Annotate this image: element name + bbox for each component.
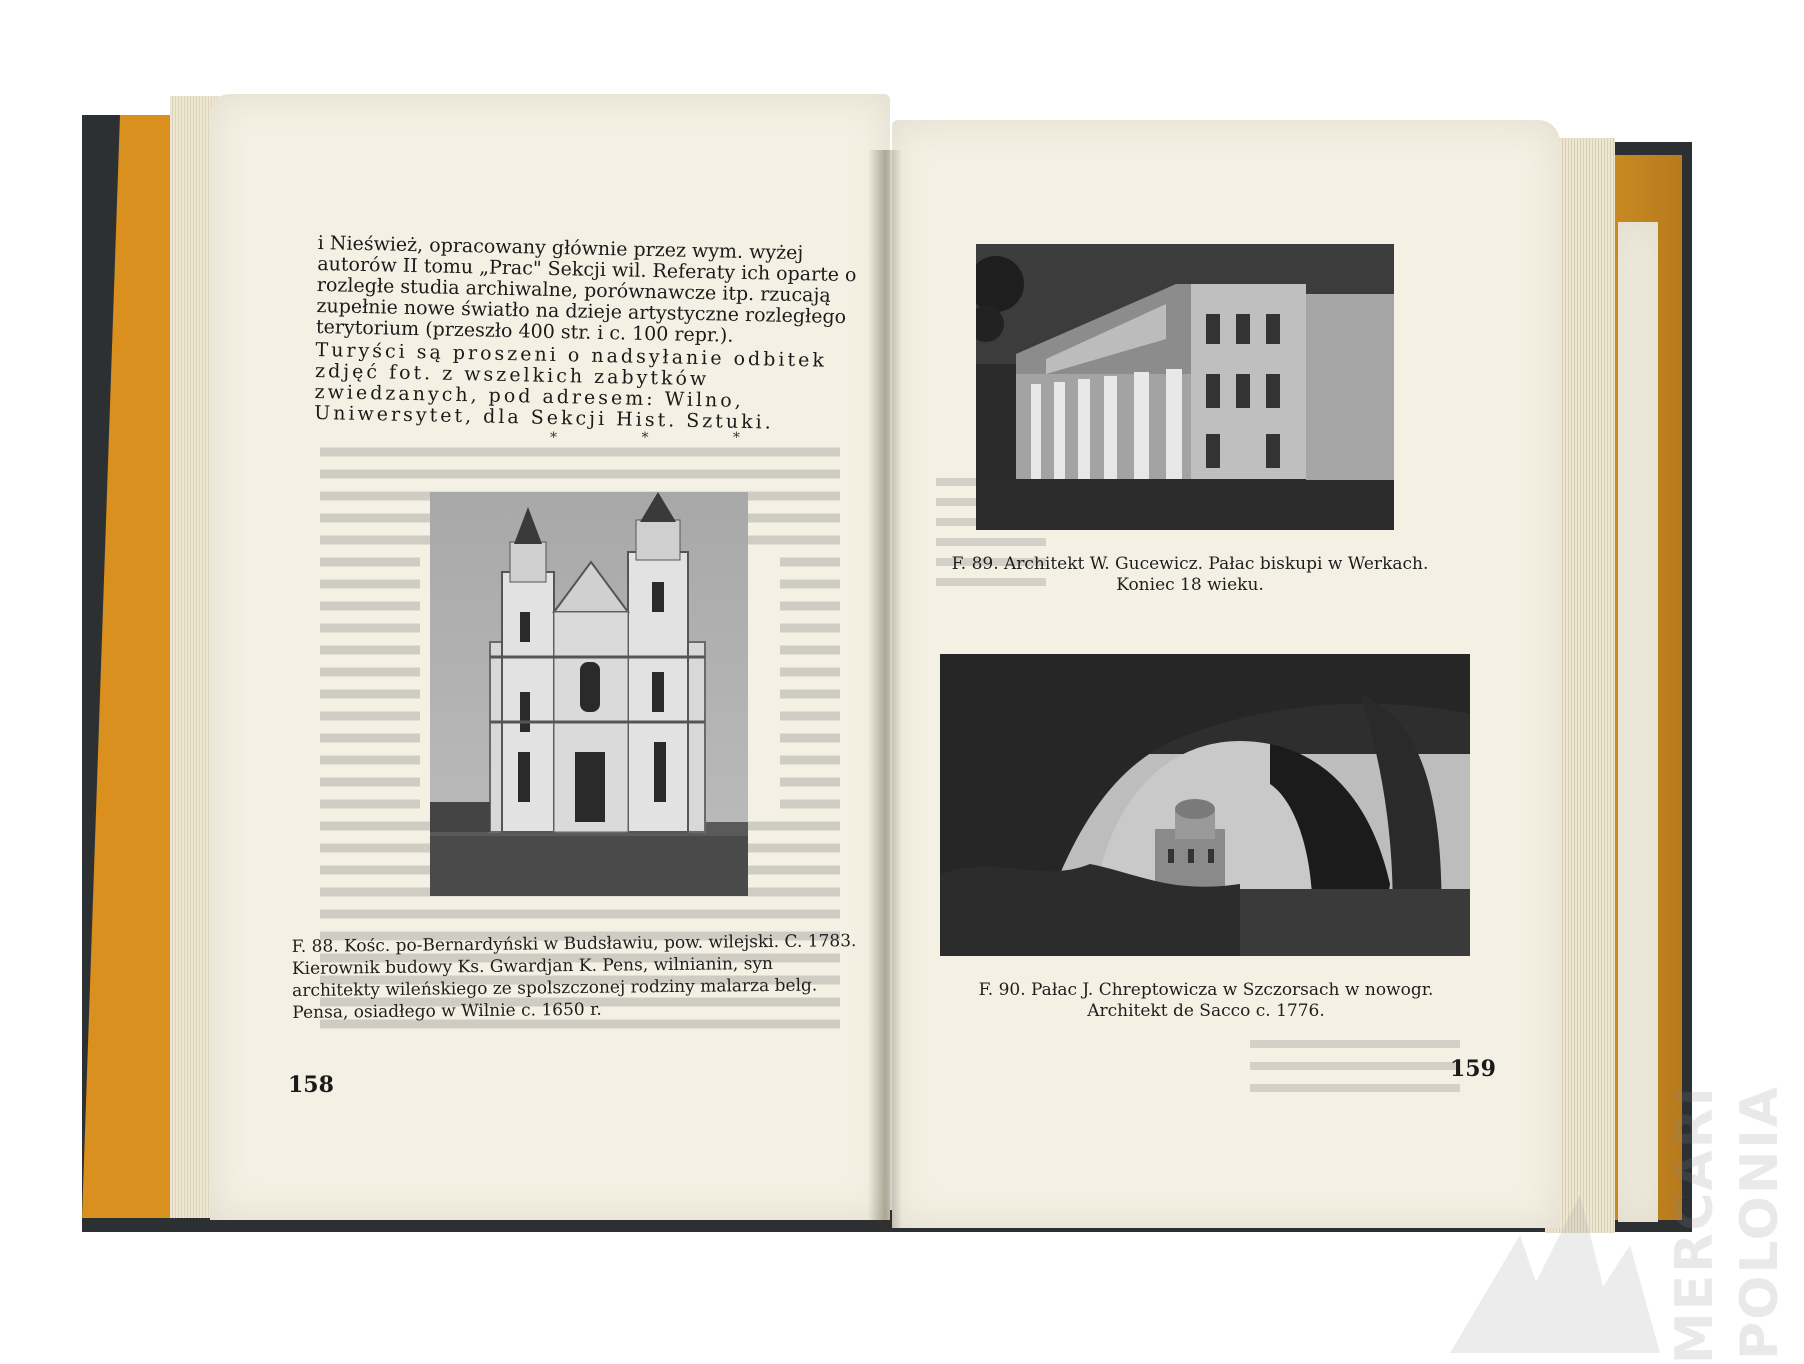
spine-shadow — [868, 150, 902, 1230]
watermark-logo — [1440, 1075, 1800, 1364]
caption-f88-text: F. 88. Kośc. po-Bernardyński w Budsławiu, pow. wilejski. C. 1783. Kierownik budowy Ks. Gwardjan K. Pens, wilnianin, syn architekty wileńskiego ze spolszczonej rodziny malarza belg. Pensa, osiadłego w Wilnie c. 1650 r. — [291, 931, 857, 1023]
caption-f90 — [936, 980, 1476, 1022]
paragraph-2: Turyści są proszeni o nadsyłanie odbitek zdjęć fot. z wszelkich zabytków zwiedzanych, pod adresem: Wilno, Uniwersytet, dla Sekcji Hist. Sztuki. — [314, 338, 828, 434]
page-number-right: 159 — [1450, 1056, 1496, 1082]
caption-f88 — [292, 930, 863, 1024]
watermark-line1: MERCARI — [1665, 1085, 1725, 1364]
photo-palace-werki — [976, 244, 1394, 530]
photo-palace-szczorse — [940, 654, 1470, 956]
section-divider-stars: * * * — [550, 430, 780, 446]
photo-church-budslaw — [430, 492, 748, 896]
watermark-line2: POLONIA — [1730, 1085, 1790, 1360]
loose-sheet — [1618, 222, 1658, 1222]
page-number-left: 158 — [288, 1072, 334, 1098]
caption-f90-text: F. 90. Pałac J. Chreptowicza w Szczorsach w nowogr. Architekt de Sacco c. 1776. — [978, 980, 1434, 1021]
paragraph-1: i Nieśwież, opracowany głównie przez wym. wyżej autorów II tomu „Prac" Sekcji wil. Referaty ich oparte o rozległe studia archiwalne, porównawcze itp. rzucają zupełnie nowe światło na dzieje artystyczne rozległego terytorium (przeszło 400 str. i c. 100 repr.). — [315, 232, 857, 347]
left-page-text — [314, 233, 863, 435]
caption-f89-text: F. 89. Architekt W. Gucewicz. Pałac biskupi w Werkach. Koniec 18 wieku. — [951, 554, 1429, 595]
caption-f89 — [920, 554, 1460, 596]
